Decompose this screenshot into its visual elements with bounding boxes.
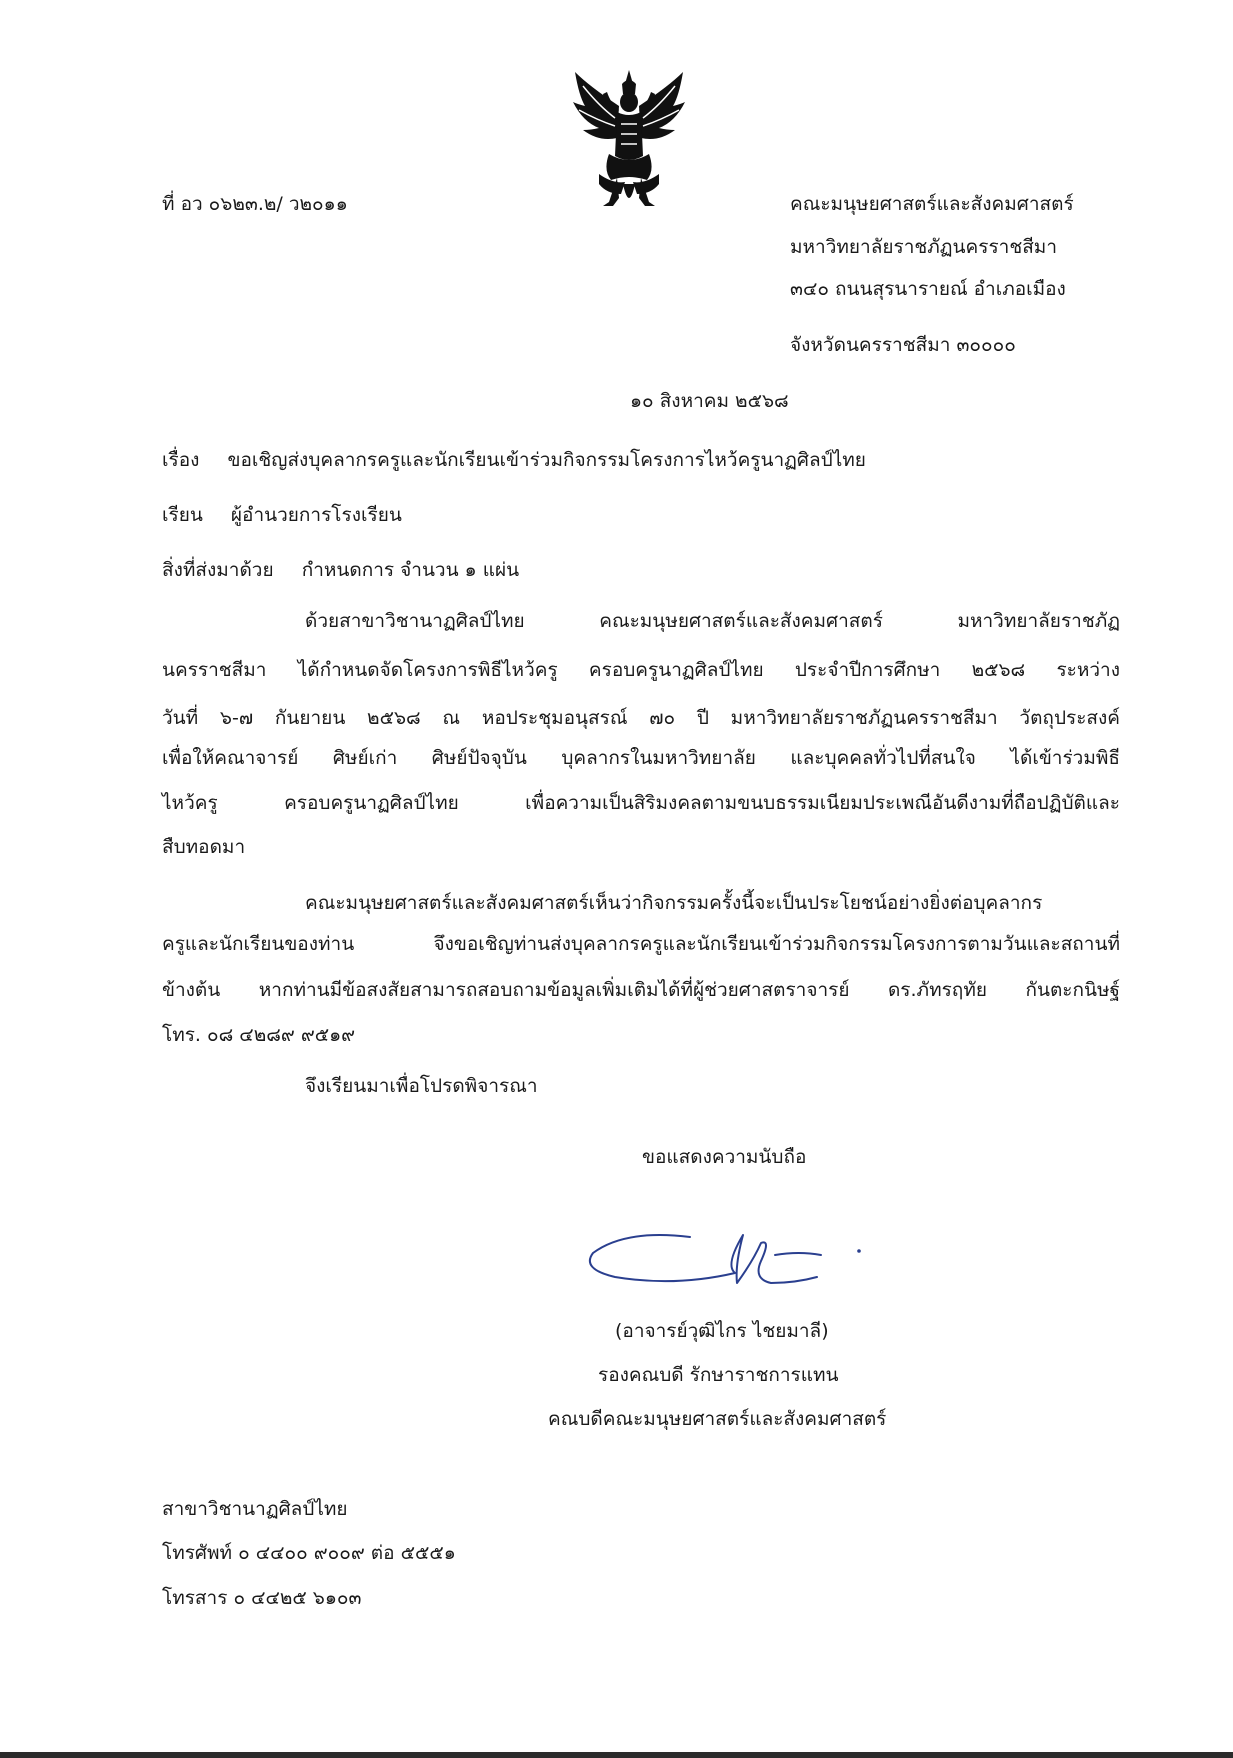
subject-row: [162, 445, 866, 475]
garuda-emblem: [568, 66, 690, 216]
sender-address-line-4: จังหวัดนครราชสีมา ๓๐๐๐๐: [790, 334, 1016, 356]
closing-salutation: ขอแสดงความนับถือ: [642, 1146, 807, 1168]
scan-bottom-edge: [0, 1752, 1233, 1758]
signature-image: [585, 1225, 875, 1300]
footer-department: สาขาวิชานาฏศิลป์ไทย: [162, 1498, 348, 1520]
enclosure-label: สิ่งที่ส่งมาด้วย: [162, 559, 274, 581]
paragraph-2-line-2: ครูและนักเรียนของท่าน จึงขอเชิญท่านส่งบุคลากรครูและนักเรียนเข้าร่วมกิจกรรมโครงการตามวันและสถานที่: [162, 933, 1120, 955]
paragraph-1-line-2: นครราชสีมา ได้กำหนดจัดโครงการพิธีไหว้ครู ครอบครูนาฏศิลป์ไทย ประจำปีการศึกษา ๒๕๖๘ ระหว่าง: [162, 659, 1120, 681]
paragraph-2-line-3: ข้างต้น หากท่านมีข้อสงสัยสามารถสอบถามข้อมูลเพิ่มเติมได้ที่ผู้ช่วยศาสตราจารย์ ดร.ภัทรฤทัย กันตะกนิษฐ์: [162, 979, 1120, 1001]
paragraph-2-line-1: คณะมนุษยศาสตร์และสังคมศาสตร์เห็นว่ากิจกรรมครั้งนี้จะเป็นประโยชน์อย่างยิ่งต่อบุคลากร: [305, 892, 1043, 914]
sender-address-line-3: ๓๔๐ ถนนสุรนารายณ์ อำเภอเมือง: [790, 278, 1066, 300]
enclosure-row: [162, 555, 519, 585]
closing-request: จึงเรียนมาเพื่อโปรดพิจารณา: [305, 1075, 538, 1097]
footer-fax: โทรสาร ๐ ๔๔๒๕ ๖๑๐๓: [162, 1587, 362, 1609]
footer-phone: โทรศัพท์ ๐ ๔๔๐๐ ๙๐๐๙ ต่อ ๕๕๕๑: [162, 1542, 456, 1564]
paragraph-2-line-4: โทร. ๐๘ ๔๒๘๙ ๙๕๑๙: [162, 1024, 356, 1046]
paragraph-1-line-3: วันที่ ๖-๗ กันยายน ๒๕๖๘ ณ หอประชุมอนุสรณ์ ๗๐ ปี มหาวิทยาลัยราชภัฏนครราชสีมา วัตถุประสงค์: [162, 707, 1120, 729]
paragraph-1-line-4: เพื่อให้คณาจารย์ ศิษย์เก่า ศิษย์ปัจจุบัน บุคลากรในมหาวิทยาลัย และบุคคลทั่วไปที่สนใจ ได้เข้าร่วมพิธี: [162, 747, 1120, 769]
recipient-label: เรียน: [162, 504, 203, 526]
paragraph-1-line-6: สืบทอดมา: [162, 836, 246, 858]
subject-text: ขอเชิญส่งบุคลากรครูและนักเรียนเข้าร่วมกิจกรรมโครงการไหว้ครูนาฏศิลป์ไทย: [227, 449, 866, 471]
subject-label: เรื่อง: [162, 449, 200, 471]
signer-position-1: รองคณบดี รักษาราชการแทน: [598, 1364, 839, 1386]
sender-address-line-2: มหาวิทยาลัยราชภัฏนครราชสีมา: [790, 236, 1058, 258]
signer-name: (อาจารย์วุฒิไกร ไชยมาลี): [615, 1320, 829, 1342]
reference-number: ที่ อว ๐๖๒๓.๒/ ว๒๐๑๑: [162, 193, 348, 215]
paragraph-1-line-5: ไหว้ครู ครอบครูนาฏศิลป์ไทย เพื่อความเป็นสิริมงคลตามขนบธรรมเนียมประเพณีอันดีงามที่ถือปฏิบัติและ: [162, 792, 1120, 814]
signer-position-2: คณบดีคณะมนุษยศาสตร์และสังคมศาสตร์: [548, 1408, 887, 1430]
letter-date: ๑๐ สิงหาคม ๒๕๖๘: [630, 390, 789, 412]
enclosure-text: กำหนดการ จำนวน ๑ แผ่น: [301, 559, 520, 581]
recipient-row: [162, 500, 402, 530]
sender-address-line-1: คณะมนุษยศาสตร์และสังคมศาสตร์: [790, 193, 1074, 215]
paragraph-1-line-1: ด้วยสาขาวิชานาฏศิลป์ไทย คณะมนุษยศาสตร์และสังคมศาสตร์ มหาวิทยาลัยราชภัฏ: [305, 610, 1120, 632]
recipient-text: ผู้อำนวยการโรงเรียน: [230, 504, 402, 526]
